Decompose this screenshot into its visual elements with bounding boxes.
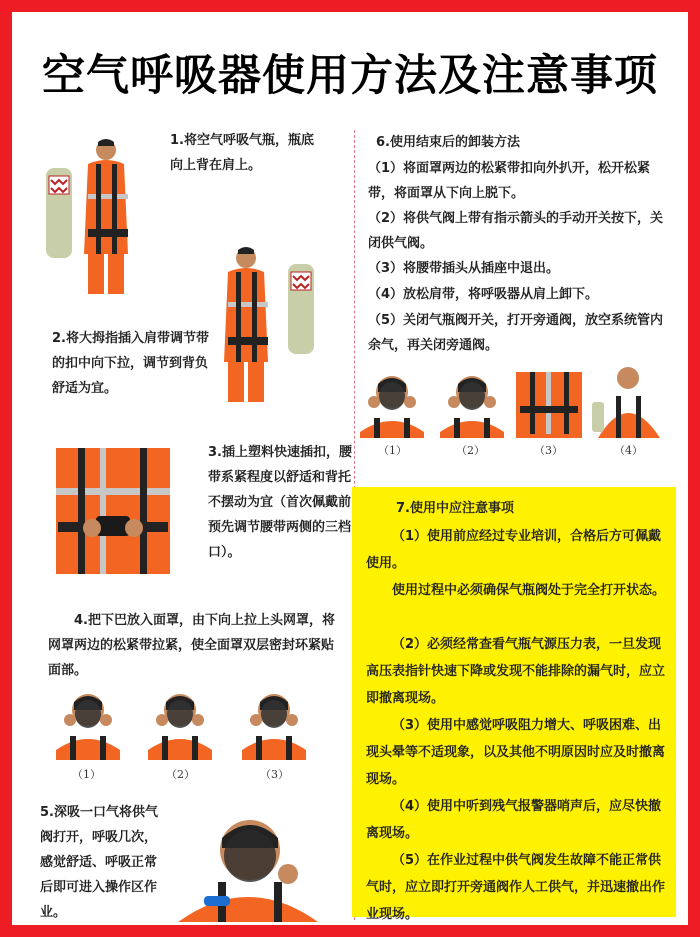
page-title: 空气呼吸器使用方法及注意事项 xyxy=(42,51,658,101)
removal-photo-2 xyxy=(432,362,510,438)
notes-box xyxy=(352,487,676,922)
step1-photo xyxy=(42,130,152,300)
removal-item-4: （4）放松肩带，将呼吸器从肩上卸下。 xyxy=(368,287,599,302)
step4-caption-3: （3） xyxy=(260,768,289,781)
poster-panel xyxy=(12,12,688,925)
removal-caption-2: （2） xyxy=(456,444,485,457)
step4-caption-2: （2） xyxy=(166,768,195,781)
step4-caption-1: （1） xyxy=(72,768,101,781)
removal-caption-3: （3） xyxy=(534,444,563,457)
notes-item-3: （2）必须经常查看气瓶气源压力表，一旦发现高压表指针快速下降或发现不能排除的漏气时，应立即撤离现场。 xyxy=(366,637,666,706)
removal-photo-3 xyxy=(510,362,588,438)
removal-heading: 6.使用结束后的卸装方法 xyxy=(376,135,520,150)
notes-item-2: 使用过程中必须确保气瓶阀处于完全打开状态。 xyxy=(392,583,666,598)
removal-item-5: （5）关闭气瓶阀开关，打开旁通阀，放空系统管内余气，再关闭旁通阀。 xyxy=(368,313,664,353)
step5-text: 5.深吸一口气将供气阀打开，呼吸几次，感觉舒适、呼吸正常后即可进入操作区作业。 xyxy=(40,805,158,920)
step4-text: 4.把下巴放入面罩，由下向上拉上头网罩，将网罩两边的松紧带拉紧，使全面罩双层密封环紧贴面部。 xyxy=(48,613,335,678)
removal-photo-4 xyxy=(590,362,668,438)
step2-text: 2.将大拇指插入肩带调节带的扣中向下拉，调节到背负舒适为宜。 xyxy=(52,331,209,396)
step5-photo xyxy=(178,802,318,922)
notes-item-4: （3）使用中感觉呼吸阻力增大、呼吸困难、出现头晕等不适现象，以及其他不明原因时应及时撤离现场。 xyxy=(366,718,666,787)
notes-item-6: （5）在作业过程中供气阀发生故障不能正常供气时，应立即打开旁通阀作人工供气，并迅速撤出作业现场。 xyxy=(366,853,666,922)
removal-item-1: （1）将面罩两边的松紧带扣向外扒开，松开松紧带，将面罩从下向上脱下。 xyxy=(368,161,651,201)
step3-text: 3.插上塑料快速插扣，腰带系紧程度以舒适和背托不摆动为宜（首次佩戴前预先调节腰带两侧的三档口）。 xyxy=(208,445,352,560)
notes-heading: 7.使用中应注意事项 xyxy=(396,501,514,516)
step2-photo xyxy=(196,234,326,409)
removal-item-3: （3）将腰带插头从插座中退出。 xyxy=(368,261,560,276)
step3-photo xyxy=(48,442,178,577)
notes-item-5: （4）使用中听到残气报警器哨声后，应尽快撤离现场。 xyxy=(366,799,662,841)
removal-item-2: （2）将供气阀上带有指示箭头的手动开关按下，关闭供气阀。 xyxy=(368,211,664,251)
step1-text: 1.将空气呼吸气瓶，瓶底向上背在肩上。 xyxy=(170,133,314,173)
notes-item-1: （1）使用前应经过专业培训，合格后方可佩戴使用。 xyxy=(366,529,662,571)
step4-photo-3 xyxy=(234,680,316,762)
step4-photo-1 xyxy=(48,680,130,762)
removal-caption-1: （1） xyxy=(378,444,407,457)
removal-caption-4: （4） xyxy=(614,444,643,457)
step4-photo-2 xyxy=(140,680,222,762)
removal-photo-1 xyxy=(352,362,430,438)
